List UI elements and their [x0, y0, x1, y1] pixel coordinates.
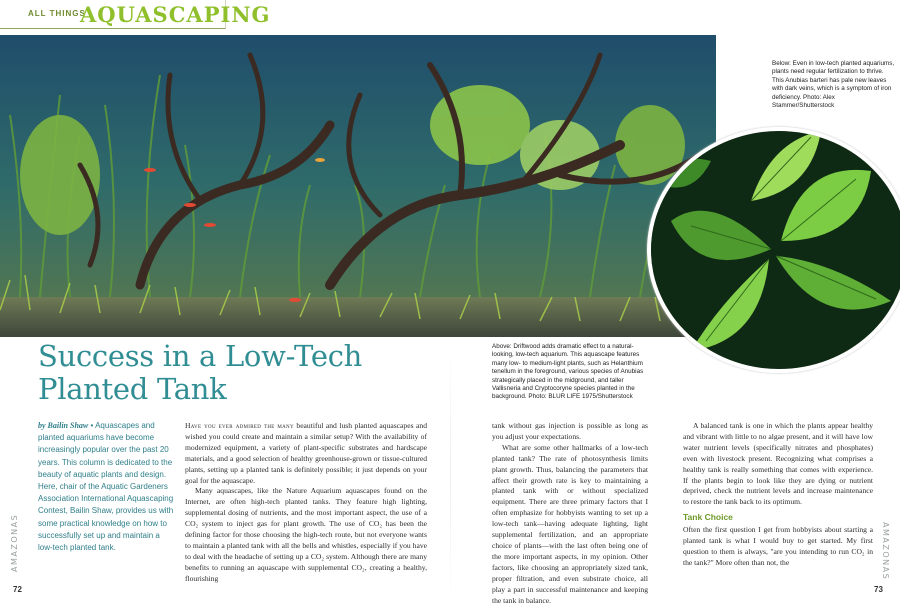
lead-in: Have you ever admired the many — [185, 421, 294, 430]
article-column-2 — [492, 421, 648, 606]
magazine-name-right: AMAZONAS — [881, 522, 890, 581]
magazine-name-left: AMAZONAS — [10, 513, 19, 572]
page-number-left: 72 — [13, 585, 22, 594]
article-column-1 — [185, 421, 427, 585]
intro-text: Aquascapes and planted aquariums have become increasingly popular over the past 20 years. This column is dedicated to the beauty of aquatic plants and design. Here, chair of the Aquatic Gardeners Association International Aquascaping Contest, Bailin Shaw, provides us with some practical knowledge on how to successfully set up and maintain a low-tech planted tank. — [38, 421, 174, 553]
paragraph: A balanced tank is one in which the plants appear healthy and vibrant with little to no algae present, and it will have low water nutrient levels (specifically nitrates and phosphates) even with livestock present. Recognizing what comprises a healthy tank is really something that comes with experience. If the plants begin to look like they are dying or nutrient deprived, check the nutrient levels and increase maintenance to restore the tank back to its optimum. — [683, 421, 873, 507]
article-column-3 — [683, 421, 873, 569]
paragraph: tank without gas injection is possible as long as you adjust your expectations. — [492, 421, 648, 441]
byline: by Bailin Shaw — [38, 421, 89, 430]
paragraph: What are some other hallmarks of a low-tech planted tank? The rate of photosynthesis limits plant growth. Thus, balancing the parameters that affect their growth rate is key to maintaining a planted tank with or without specialized equipment. There are three primary factors that I often emphasize for hobbyists wanting to set up a low-tech tank—having adequate lighting, light supplemental fertilization, and an appropriate choice of plants—with the last often being one of the more important aspects, in my opinion. Other factors, like choosing an appropriately sized tank, proper filtration, and even substrate choice, all play a part in successful maintenance and keeping the tank in balance. — [492, 442, 648, 605]
paragraph: Often the first question I get from hobbyists about starting a planted tank is what I would buy to get started. My first question to them is always, "are you intending to run CO₂ in the tank?" More often than not, the — [683, 525, 873, 567]
paragraph: Many aquascapes, like the Nature Aquarium aquascapes found on the Internet, are often high-tech planted tanks. They feature high lighting, supplemental dosing of nutrients, and the most important aspect, the use of a CO₂ system to inject gas for plant growth. The use of CO₂ has been the defining factor for those choosing the high-tech route, but not everyone wants to maintain a planted tank with all the bells and whistles, especially if you have to deal with the headache of setting up a CO₂ system. Although there are many benefits to running an aquascape with supplemental CO₂, creating a healthy, flourishing — [185, 486, 427, 583]
byline-bullet: • — [90, 421, 94, 430]
article-intro — [38, 420, 176, 554]
section-label-small: ALL THINGS — [28, 9, 86, 18]
main-photo-caption: Above: Driftwood adds dramatic effect to a natural-looking, low-tech aquarium. This aquascape features many low- to medium-light plants, such as Helanthium tenellum in the foreground, various species of Anubias strategically placed in the midground, and taller Vallisneria and Cryptocoryne species planted in the background. Photo: BLUR LIFE 1975/Shutterstock — [492, 343, 644, 401]
subheading: Tank Choice — [683, 512, 733, 523]
aquascape-photo — [0, 35, 716, 337]
section-label-big: AQUASCAPING — [80, 2, 271, 27]
page-gutter — [450, 340, 451, 605]
page-number-right: 73 — [874, 585, 883, 594]
paragraph: beautiful and lush planted aquascapes and wished you could create and maintain a similar setup? With the availability of modernized equipment, a variety of plant-specific substrates and hardscape materials, and a good selection of healthy greenhouse-grown or tissue-cultured plants, setting up a planted tank is definitely possible; it just depends on your goal for the aquascape. — [185, 421, 428, 485]
inset-photo-caption: Below: Even in low-tech planted aquariums, plants need regular fertilization to thrive. This Anubias barteri has pale new leaves with dark veins, which is a symptom of iron deficiency. Photo: Alex Stammer/Shutterstock — [772, 60, 895, 110]
anubias-inset-photo — [647, 127, 900, 373]
article-title: Success in a Low-Tech Planted Tank — [38, 339, 363, 406]
